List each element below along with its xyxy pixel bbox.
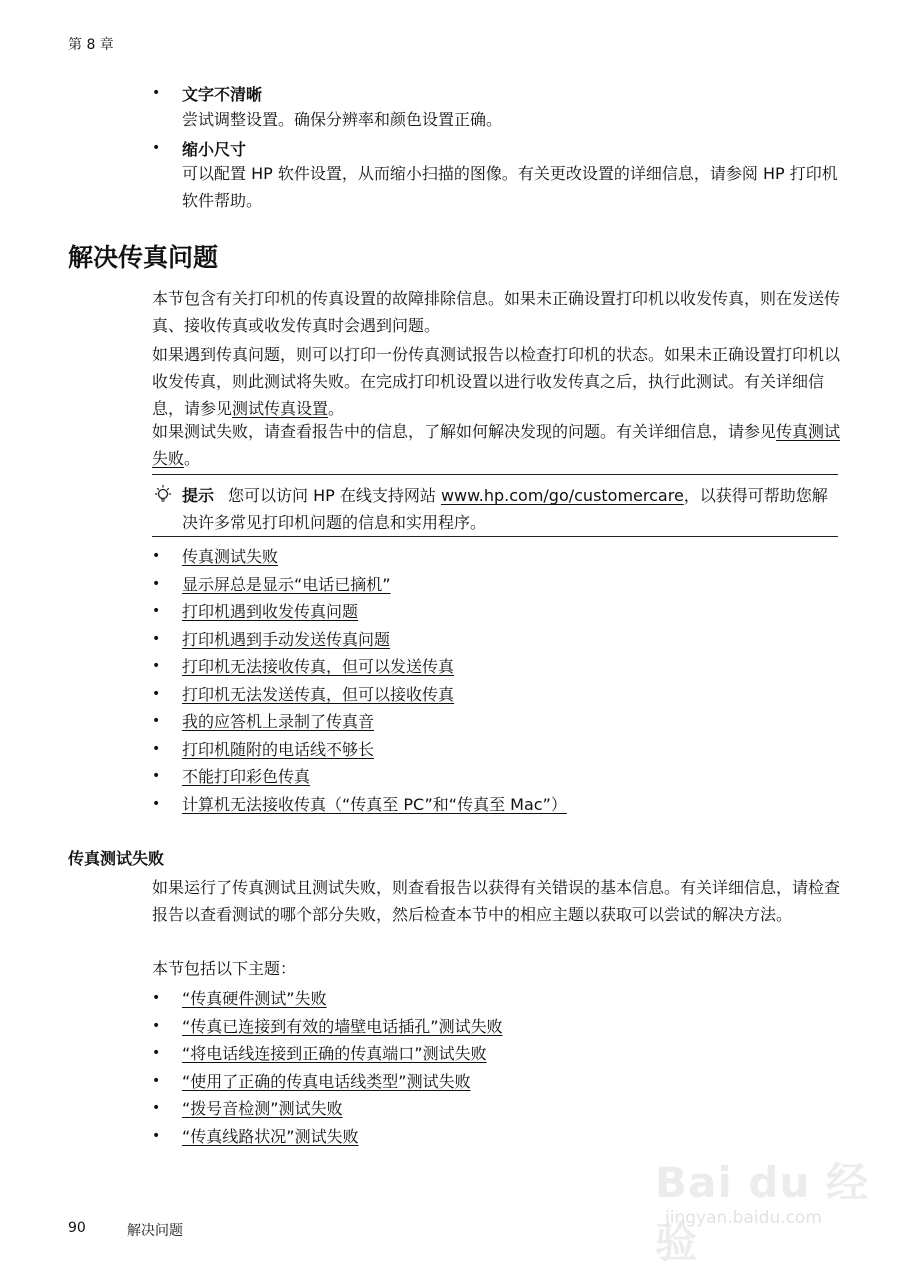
paragraph-text: 。 xyxy=(328,399,345,418)
hp-support-link[interactable]: www.hp.com/go/customercare xyxy=(440,486,684,505)
list-item: • 打印机遇到手动发送传真问题 xyxy=(152,629,391,649)
topic-link[interactable]: “传真线路状况”测试失败 xyxy=(182,1126,359,1146)
tip-label: 提示 xyxy=(182,486,215,505)
list-item: • 传真测试失败 xyxy=(152,547,279,566)
chapter-label: 第 8 章 xyxy=(68,37,114,53)
subsection-topics-list xyxy=(152,985,842,1150)
list-item: • “拨号音检测”测试失败 xyxy=(152,1099,343,1118)
paragraph-text: 。 xyxy=(184,449,201,468)
list-item: • 打印机随附的电话线不够长 xyxy=(152,739,375,759)
paragraph-text: 如果测试失败，请查看报告中的信息，了解如何解决发现的问题。有关详细信息，请参见 xyxy=(152,422,777,441)
tip-top-rule xyxy=(152,474,838,475)
test-fax-setup-link[interactable]: 测试传真设置 xyxy=(232,399,329,418)
bullet-dot: • xyxy=(152,140,161,156)
topic-link[interactable]: “拨号音检测”测试失败 xyxy=(182,1099,343,1118)
paragraph: 如果运行了传真测试且测试失败，则查看报告以获得有关错误的基本信息。有关详细信息，请检查报告以查看测试的哪个部分失败，然后检查本节中的相应主题以获取可以尝试的解决方法。 xyxy=(152,878,841,924)
list-item: • 不能打印彩色传真 xyxy=(152,767,311,786)
section-title: 解决传真问题 xyxy=(68,243,219,272)
topic-link[interactable]: 打印机遇到手动发送传真问题 xyxy=(182,629,391,649)
topic-link[interactable]: “将电话线连接到正确的传真端口”测试失败 xyxy=(182,1044,487,1063)
bullet-title: 文字不清晰 xyxy=(182,85,263,104)
bullet-text: 尝试调整设置。确保分辨率和颜色设置正确。 xyxy=(182,110,503,129)
page-number: 90 xyxy=(68,1220,86,1236)
bullet-title: 缩小尺寸 xyxy=(182,140,247,159)
tip-text xyxy=(182,482,842,536)
paragraph-text: 如果遇到传真问题，则可以打印一份传真测试报告以检查打印机的状态。如果未正确设置打印机以收发传真，则此测试将失败。在完成打印机设置以进行收发传真之后，执行此测试。有关详细信息，请参见 xyxy=(152,345,841,418)
topic-link[interactable]: 打印机无法接收传真，但可以发送传真 xyxy=(182,657,455,676)
fax-topics-list xyxy=(152,543,842,818)
paragraph: 本节包含有关打印机的传真设置的故障排除信息。如果未正确设置打印机以收发传真，则在发送传真、接收传真或收发传真时会遇到问题。 xyxy=(152,289,841,335)
tip-body: ，以获得可帮助您解决许多常见打印机问题的信息和实用程序。 xyxy=(182,486,828,532)
topic-link[interactable]: 不能打印彩色传真 xyxy=(182,767,311,786)
list-item: • 打印机无法发送传真，但可以接收传真 xyxy=(152,684,455,704)
list-item: • “传真线路状况”测试失败 xyxy=(152,1126,359,1146)
paragraph xyxy=(152,418,842,472)
list-item: • 打印机遇到收发传真问题 xyxy=(152,602,359,621)
list-item: • “将电话线连接到正确的传真端口”测试失败 xyxy=(152,1044,487,1063)
topic-link[interactable]: “传真硬件测试”失败 xyxy=(182,989,327,1008)
list-item: • 显示屏总是显示“电话已摘机” xyxy=(152,574,391,594)
bullet-text: 可以配置 HP 软件设置，从而缩小扫描的图像。有关更改设置的详细信息，请参阅 HP 打印机软件帮助。 xyxy=(182,164,838,210)
lightbulb-icon xyxy=(152,484,174,506)
topic-link[interactable]: 打印机无法发送传真，但可以接收传真 xyxy=(182,684,455,704)
tip-bottom-rule xyxy=(152,536,838,537)
list-item: • “传真硬件测试”失败 xyxy=(152,989,327,1008)
topic-link[interactable]: “传真已连接到有效的墙壁电话插孔”测试失败 xyxy=(182,1016,503,1036)
topic-link[interactable]: 打印机随附的电话线不够长 xyxy=(182,739,375,759)
topic-link[interactable]: 我的应答机上录制了传真音 xyxy=(182,712,375,731)
bullet-dot: • xyxy=(152,85,161,101)
topic-link[interactable]: 显示屏总是显示“电话已摘机” xyxy=(182,574,391,594)
paragraph xyxy=(152,341,842,422)
watermark-url: jingyan.baidu.com xyxy=(665,1208,822,1228)
tip-body: 您可以访问 HP 在线支持网站 xyxy=(228,486,441,505)
fax-test-failed-link[interactable]: 传真测试失败 xyxy=(152,422,841,468)
subsection-title: 传真测试失败 xyxy=(68,849,165,868)
list-item: • “传真已连接到有效的墙壁电话插孔”测试失败 xyxy=(152,1016,503,1036)
list-item: • 计算机无法接收传真（“传真至 PC”和“传真至 Mac”） xyxy=(152,794,567,814)
paragraph: 本节包括以下主题： xyxy=(152,959,297,978)
list-item: • 打印机无法接收传真，但可以发送传真 xyxy=(152,657,455,676)
topic-link[interactable]: 计算机无法接收传真（“传真至 PC”和“传真至 Mac”） xyxy=(182,794,567,814)
list-item: • “使用了正确的传真电话线类型”测试失败 xyxy=(152,1071,471,1091)
topic-link[interactable]: 打印机遇到收发传真问题 xyxy=(182,602,359,621)
topic-link[interactable]: “使用了正确的传真电话线类型”测试失败 xyxy=(182,1071,471,1091)
list-item: • 我的应答机上录制了传真音 xyxy=(152,712,375,731)
watermark-logo: Bai du 经验 xyxy=(655,1158,869,1267)
topic-link[interactable]: 传真测试失败 xyxy=(182,547,279,566)
footer-section: 解决问题 xyxy=(127,1223,183,1239)
watermark xyxy=(655,1150,895,1267)
